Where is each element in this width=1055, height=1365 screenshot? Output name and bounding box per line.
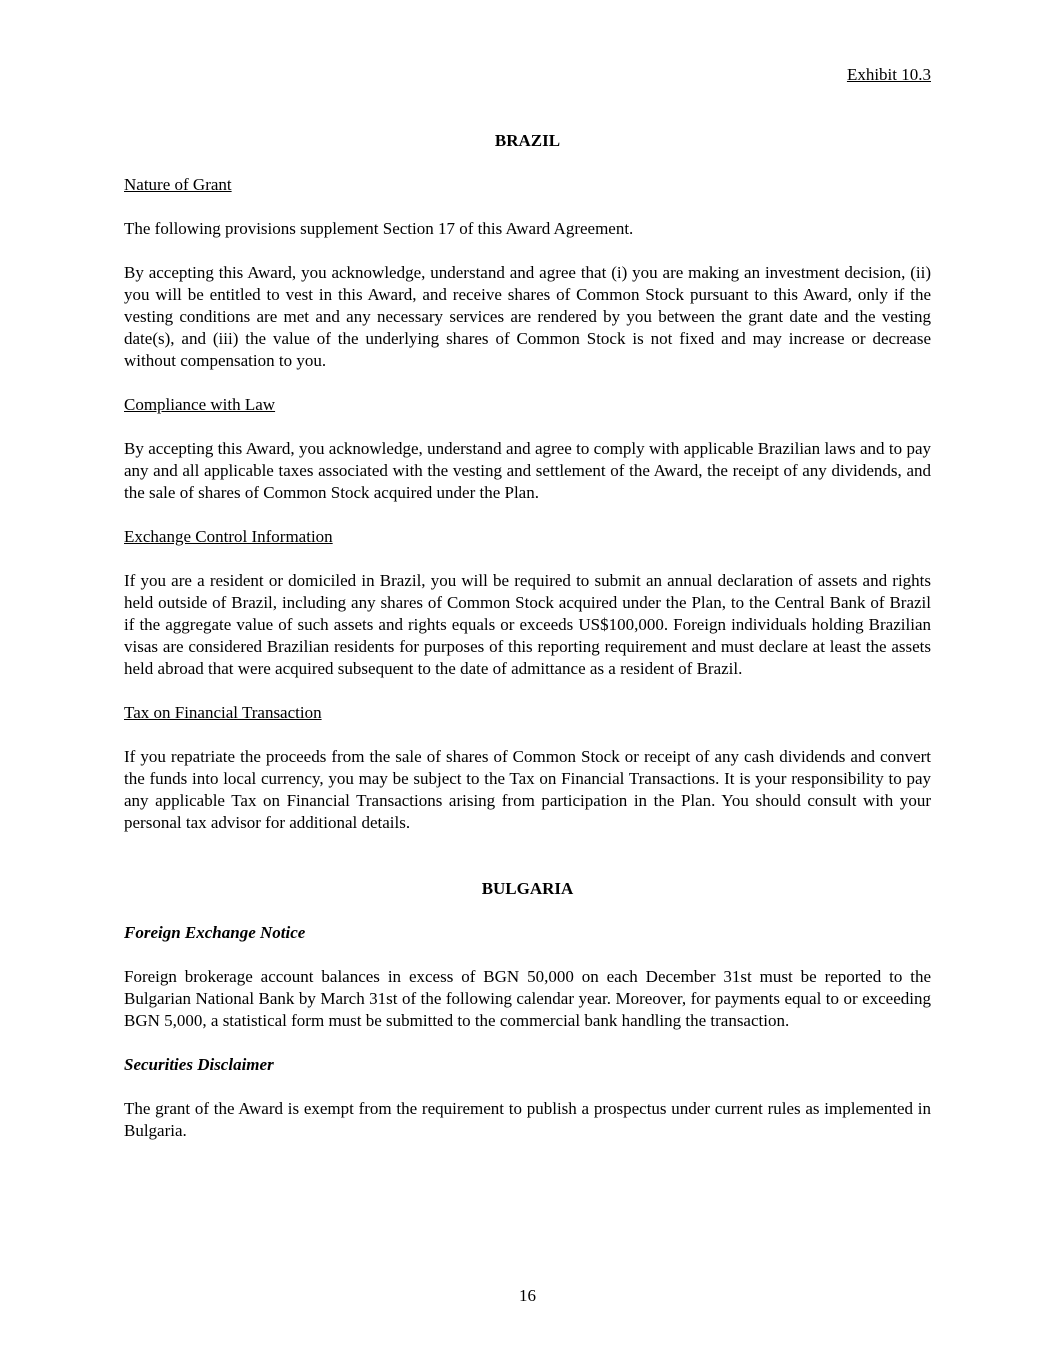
heading-exchange-control-information: Exchange Control Information (124, 527, 333, 546)
exhibit-label (124, 64, 931, 86)
page-number: 16 (519, 1286, 536, 1305)
section-title-brazil: BRAZIL (494, 131, 561, 150)
paragraph-nature-of-grant-body: By accepting this Award, you acknowledge, understand and agree that (i) you are making an investment decision, (ii) you will be entitled to vest in this Award, and receive shares of Common Stock pursuant to this Award, only if the vesting conditions are met and any necessary services are rendered by you between the grant date and the vesting date(s), and (iii) the value of the underlying shares of Common Stock is not fixed and may increase or decrease without compensation to you. (124, 263, 931, 370)
heading-securities-disclaimer: Securities Disclaimer (124, 1055, 274, 1074)
exhibit-label-text: Exhibit 10.3 (846, 65, 931, 84)
section-brazil (124, 130, 931, 834)
section-title-bulgaria: BULGARIA (481, 879, 574, 898)
paragraph-exchange-control-information: If you are a resident or domiciled in Brazil, you will be required to submit an annual declaration of assets and rights held outside of Brazil, including any shares of Common Stock acquired under the Plan, to the Central Bank of Brazil if the aggregate value of such assets and rights equals or exceeds US$100,000. Foreign individuals holding Brazilian visas are considered Brazilian residents for purposes of this reporting requirement and must declare at least the assets held abroad that were acquired subsequent to the date of admittance as a resident of Brazil. (124, 571, 931, 678)
paragraph-tax-on-financial-transaction: If you repatriate the proceeds from the sale of shares of Common Stock or receipt of any cash dividends and convert the funds into local currency, you may be subject to the Tax on Financial Transactions. It is your responsibility to pay any applicable Tax on Financial Transactions arising from participation in the Plan. You should consult with your personal tax advisor for additional details. (124, 747, 931, 832)
heading-tax-on-financial-transaction: Tax on Financial Transaction (124, 703, 322, 722)
section-bulgaria (124, 878, 931, 1142)
paragraph-foreign-exchange-notice: Foreign brokerage account balances in excess of BGN 50,000 on each December 31st must be reported to the Bulgarian National Bank by March 31st of the following calendar year. Moreover, for payments equal to or exceeding BGN 5,000, a statistical form must be submitted to the commercial bank handling the transaction. (124, 967, 931, 1030)
heading-nature-of-grant: Nature of Grant (124, 175, 232, 194)
paragraph-securities-disclaimer: The grant of the Award is exempt from the requirement to publish a prospectus under current rules as implemented in Bulgaria. (124, 1099, 931, 1140)
heading-compliance-with-law: Compliance with Law (124, 395, 276, 414)
heading-foreign-exchange-notice: Foreign Exchange Notice (124, 923, 306, 942)
paragraph-compliance-with-law: By accepting this Award, you acknowledge, understand and agree to comply with applicable Brazilian laws and to pay any and all applicable taxes associated with the vesting and settlement of the Award, the receipt of any dividends, and the sale of shares of Common Stock acquired under the Plan. (124, 439, 931, 502)
paragraph-nature-of-grant-intro: The following provisions supplement Section 17 of this Award Agreement. (124, 219, 634, 238)
